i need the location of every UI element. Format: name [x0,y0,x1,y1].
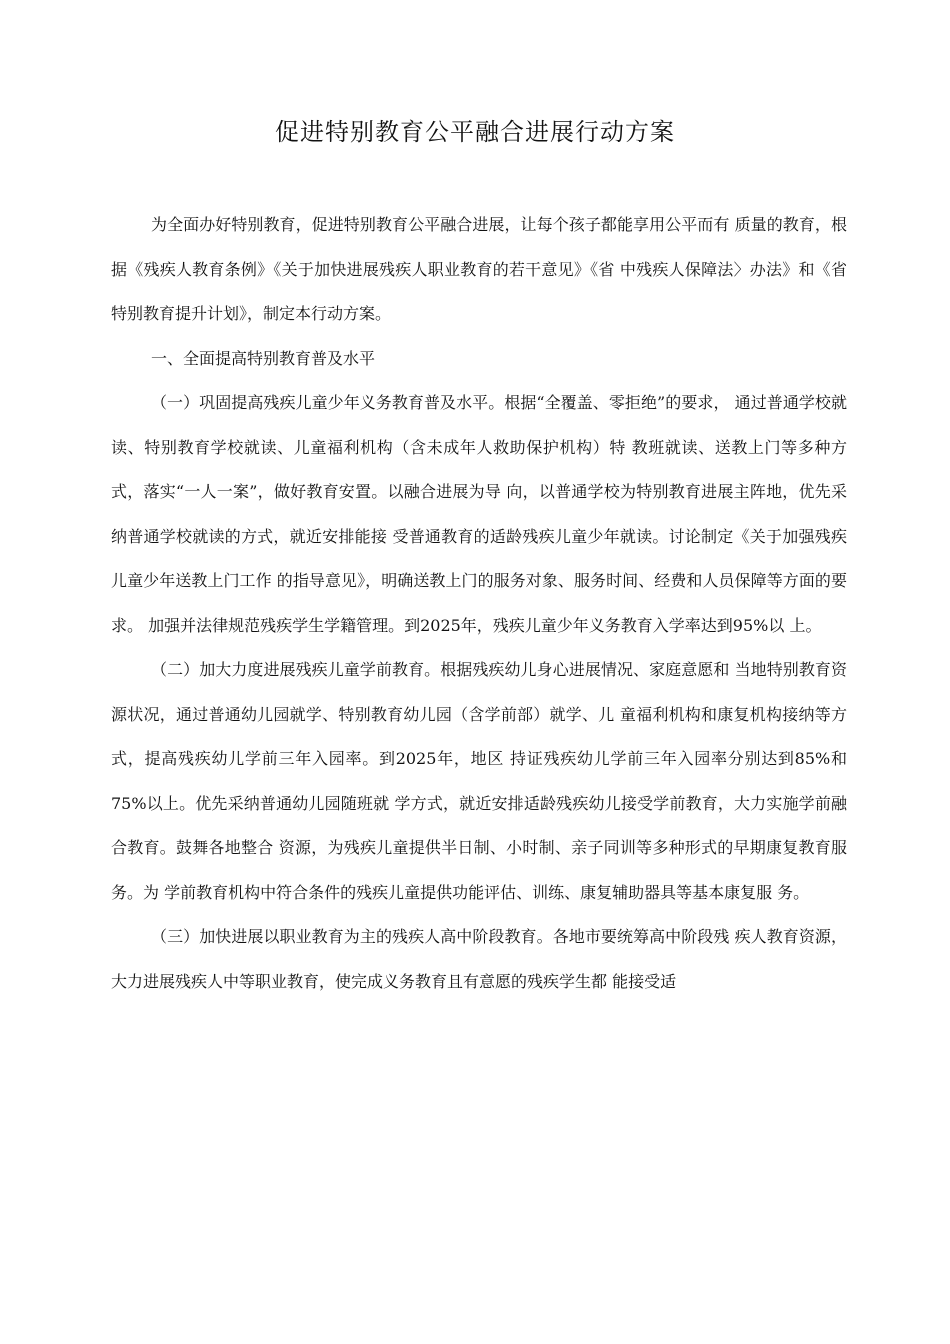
document-body [111,203,847,1004]
subsection-paragraph-2: （二）加大力度进展残疾儿童学前教育。根据残疾幼儿身心进展情况、家庭意愿和 当地特别教育资源状况，通过普通幼儿园就学、特别教育幼儿园（含学前部）就学、儿 童福利机构和康复机构接纳等方式，提高残疾幼儿学前三年入园率。到2025年，地区 持证残疾幼儿学前三年入园率分别达到85%和75%以上。优先采纳普通幼儿园随班就 学方式，就近安排适龄残疾幼儿接受学前教育，大力实施学前融合教育。鼓舞各地整合 资源，为残疾儿童提供半日制、小时制、亲子同训等多种形式的早期康复教育服务。为 学前教育机构中符合条件的残疾儿童提供功能评估、训练、康复辅助器具等基本康复服 务。 [111,660,847,902]
section-heading-1: 一、全面提高特别教育普及水平 [151,348,376,368]
intro-paragraph: 为全面办好特别教育，促进特别教育公平融合进展，让每个孩子都能享用公平而有 质量的教育，根据《残疾人教育条例》《关于加快进展残疾人职业教育的若干意见》《省 中残疾人保障法〉办法》和《省特别教育提升计划》，制定本行动方案。 [111,215,847,323]
subsection-paragraph-1: （一）巩固提高残疾儿童少年义务教育普及水平。根据“全覆盖、零拒绝”的要求， 通过普通学校就读、特别教育学校就读、儿童福利机构（含未成年人救助保护机构）特 教班就读、送教上门等多种方式，落实“一人一案”，做好教育安置。以融合进展为导 向，以普通学校为特别教育进展主阵地，优先采纳普通学校就读的方式，就近安排能接 受普通教育的适龄残疾儿童少年就读。讨论制定《关于加强残疾儿童少年送教上门工作 的指导意见》，明确送教上门的服务对象、服务时间、经费和人员保障等方面的要求。 加强并法律规范残疾学生学籍管理。到2025年，残疾儿童少年义务教育入学率达到95%以 上。 [111,393,847,635]
subsection-paragraph-3: （三）加快进展以职业教育为主的残疾人高中阶段教育。各地市要统筹高中阶段残 疾人教育资源，大力进展残疾人中等职业教育，使完成义务教育且有意愿的残疾学生都 能接受适 [111,927,847,991]
document-title: 促进特别教育公平融合进展行动方案 [275,118,675,146]
